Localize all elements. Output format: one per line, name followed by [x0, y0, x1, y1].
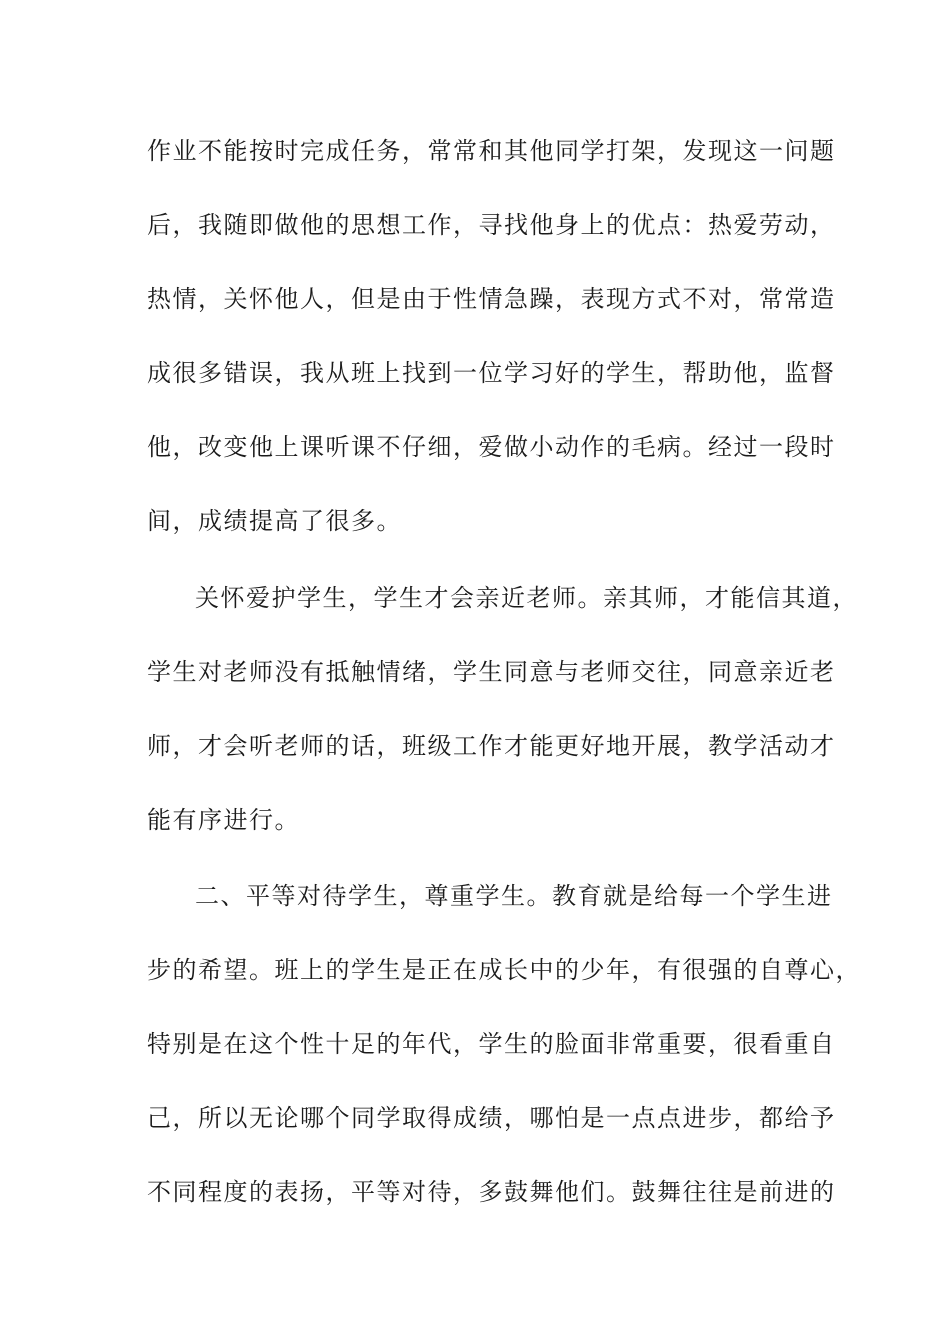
text-line: 间，成绩提高了很多。 — [147, 507, 402, 535]
text-line: 己，所以无论哪个同学取得成绩，哪怕是一点点进步，都给予 — [147, 1104, 836, 1132]
text-line: 作业不能按时完成任务，常常和其他同学打架，发现这一问题 — [147, 137, 836, 165]
text-line: 热情，关怀他人，但是由于性情急躁，表现方式不对，常常造 — [147, 285, 836, 313]
text-line: 他，改变他上课听课不仔细，爱做小动作的毛病。经过一段时 — [147, 433, 836, 461]
text-line: 学生对老师没有抵触情绪，学生同意与老师交往，同意亲近老 — [147, 658, 836, 686]
paragraph-first-line: 二、平等对待学生，尊重学生。教育就是给每一个学生进 — [195, 882, 833, 910]
text-line: 能有序进行。 — [147, 806, 300, 834]
paragraph-first-line: 关怀爱护学生，学生才会亲近老师。亲其师，才能信其道， — [195, 584, 858, 612]
text-line: 成很多错误，我从班上找到一位学习好的学生，帮助他，监督 — [147, 359, 836, 387]
text-line: 师，才会听老师的话，班级工作才能更好地开展，教学活动才 — [147, 732, 836, 760]
text-line: 步的希望。班上的学生是正在成长中的少年，有很强的自尊心， — [147, 956, 861, 984]
text-line: 特别是在这个性十足的年代，学生的脸面非常重要，很看重自 — [147, 1030, 836, 1058]
text-line: 不同程度的表扬，平等对待，多鼓舞他们。鼓舞往往是前进的 — [147, 1178, 836, 1206]
text-line: 后，我随即做他的思想工作，寻找他身上的优点：热爱劳动， — [147, 211, 836, 239]
